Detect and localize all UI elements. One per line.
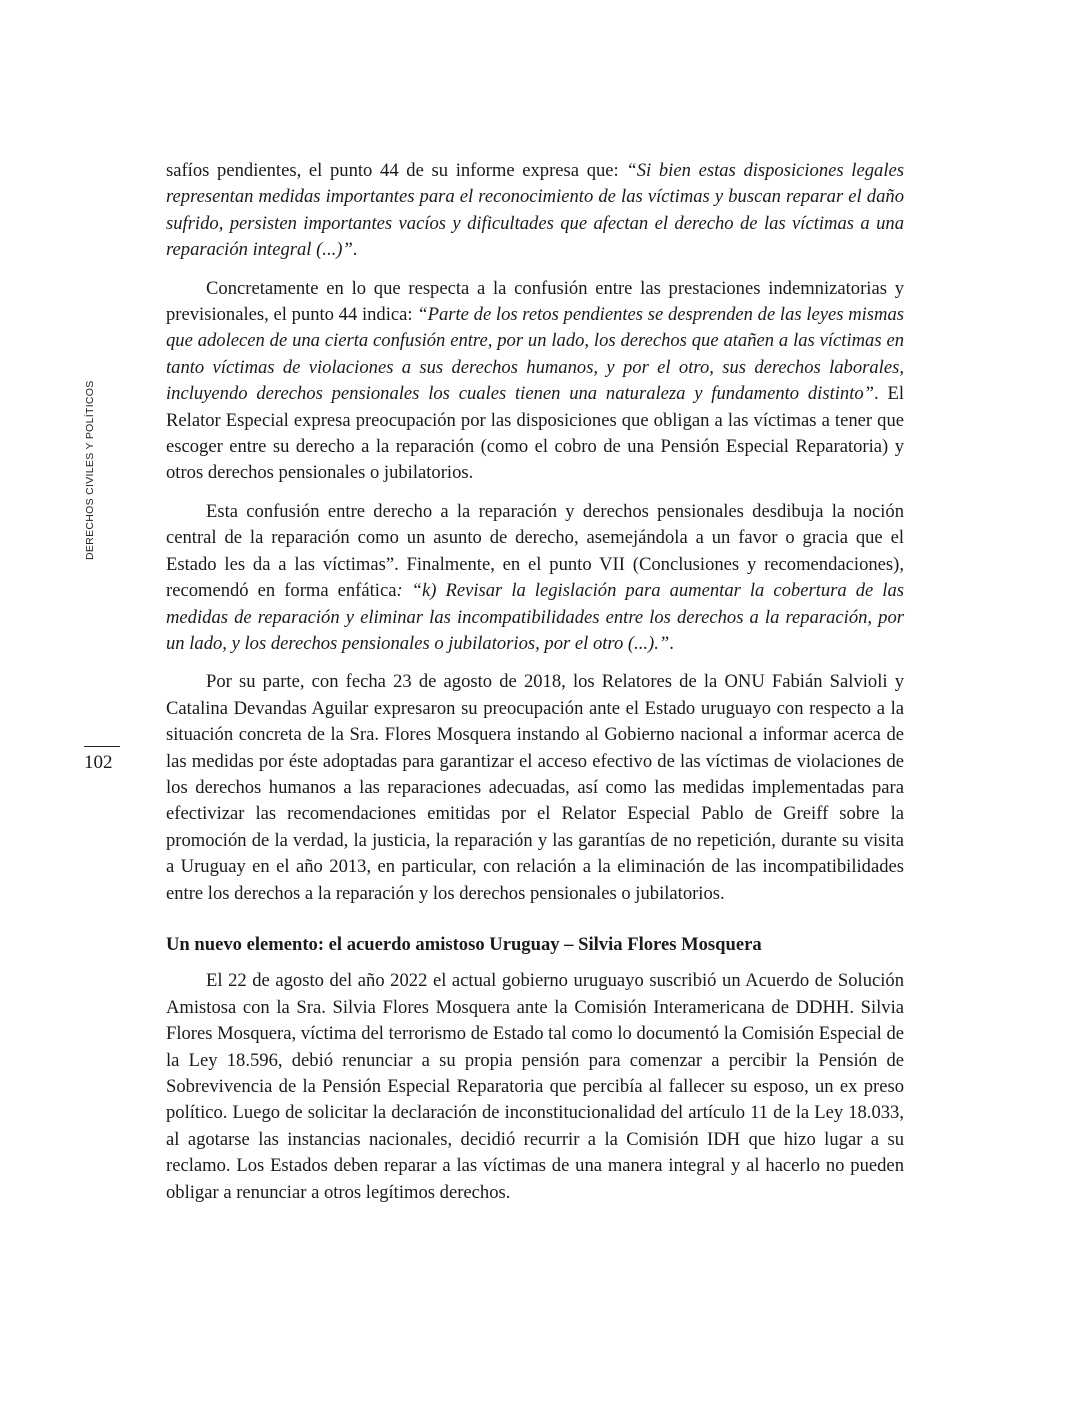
body-text (166, 158, 904, 1218)
running-head (84, 370, 106, 570)
folio-rule (84, 746, 120, 747)
text-run: Concretamente en lo que respecta a la confusión entre las prestaciones indemnizatorias y previsionales, el punto 44 indica: (166, 277, 904, 326)
text-run: . (669, 632, 674, 654)
paragraph (166, 276, 904, 487)
text-run: Por su parte, con fecha 23 de agosto de 2018, los Relatores de la ONU Fabián Salvioli y Catalina Devandas Aguilar expresaron su preocupación ante el Estado uruguayo con respecto a la situación concreta de la Sra. Flores Mosquera instando al Gobierno nacional a informar acerca de las medidas por éste adoptadas para garantizar el acceso efectivo de las víctimas de violaciones de los derechos humanos a las reparaciones adecuadas, así como las medidas implementadas para efectivizar las recomendaciones emitidas por el Relator Especial Pablo de Greiff sobre la promoción de la verdad, la justicia, la reparación y las garantías de no repetición, durante su visita a Uruguay en el año 2013, en particular, con relación a la eliminación de las incompatibilidades entre los derechos a la reparación y los derechos pensionales o jubilatorios. (166, 671, 904, 904)
text-run: . El Relator Especial expresa preocupación por las disposiciones que obligan a las víctimas a tener que escoger entre su derecho a la reparación (como el cobro de una Pensión Especial Reparatoria) y otros derechos pensionales o jubilatorios. (166, 383, 904, 484)
page-number: 102 (84, 752, 113, 773)
text-run: safíos pendientes, el punto 44 de su informe expresa que: (166, 160, 627, 181)
paragraph (166, 499, 904, 657)
running-head-label: DERECHOS CIVILES Y POLÍTICOS (84, 380, 96, 560)
paragraph (166, 158, 904, 264)
paragraph-group (166, 158, 904, 907)
quoted-text: : “k) Revisar la legislación para aumentar la cobertura de las medidas de reparación y eliminar las incompatibilidades entre los derechos a la reparación, por un lado, y los derechos pensionales o jubilatorios, por el otro (...).” (166, 580, 904, 654)
paragraph (166, 669, 904, 907)
quoted-text: “Si bien estas disposiciones legales representan medidas importantes para el reconocimiento de las víctimas y buscan reparar el daño sufrido, persisten importantes vacíos y dificultades que afectan el derecho de las víctimas a una reparación integral (...)” (166, 160, 904, 261)
paragraph: El 22 de agosto del año 2022 el actual gobierno uruguayo suscribió un Acuerdo de Solución Amistosa con la Sra. Silvia Flores Mosquera ante la Comisión Interamericana de DDHH. Silvia Flores Mosquera, víctima del terrorismo de Estado tal como lo documentó la Comisión Especial de la Ley 18.596, debió renunciar a su propia pensión para comenzar a percibir la Pensión de Sobrevivencia de la Pensión Especial Reparatoria que percibía al fallecer su esposo, un ex preso político. Luego de solicitar la declaración de inconstitucionalidad del artículo 11 de la Ley 18.033, al agotarse las instancias nacionales, decidió recurrir a la Comisión IDH que hizo lugar a su reclamo. Los Estados deben reparar a las víctimas de una manera integral y al hacerlo no pueden obligar a renunciar a otros legítimos derechos. (166, 970, 904, 1203)
quoted-text: “Parte de los retos pendientes se desprenden de las leyes mismas que adolecen de una cierta confusión entre, por un lado, los derechos que atañen a las víctimas en tanto víctimas de violaciones a sus derechos humanos, y por el otro, sus derechos laborales, incluyendo derechos pensionales los cuales tienen una naturaleza y fundamento distinto” (166, 304, 905, 405)
text-run: Esta confusión entre derecho a la reparación y derechos pensionales desdibuja la noción central de la reparación como un asunto de derecho, asemejándola a un favor o gracia que el Estado les da a las víctimas”. Finalmente, en el punto VII (Conclusiones y recomendaciones), recomendó en forma enfática (166, 500, 904, 602)
section-heading: Un nuevo elemento: el acuerdo amistoso Uruguay – Silvia Flores Mosquera (166, 933, 762, 955)
text-run: . (352, 239, 358, 261)
